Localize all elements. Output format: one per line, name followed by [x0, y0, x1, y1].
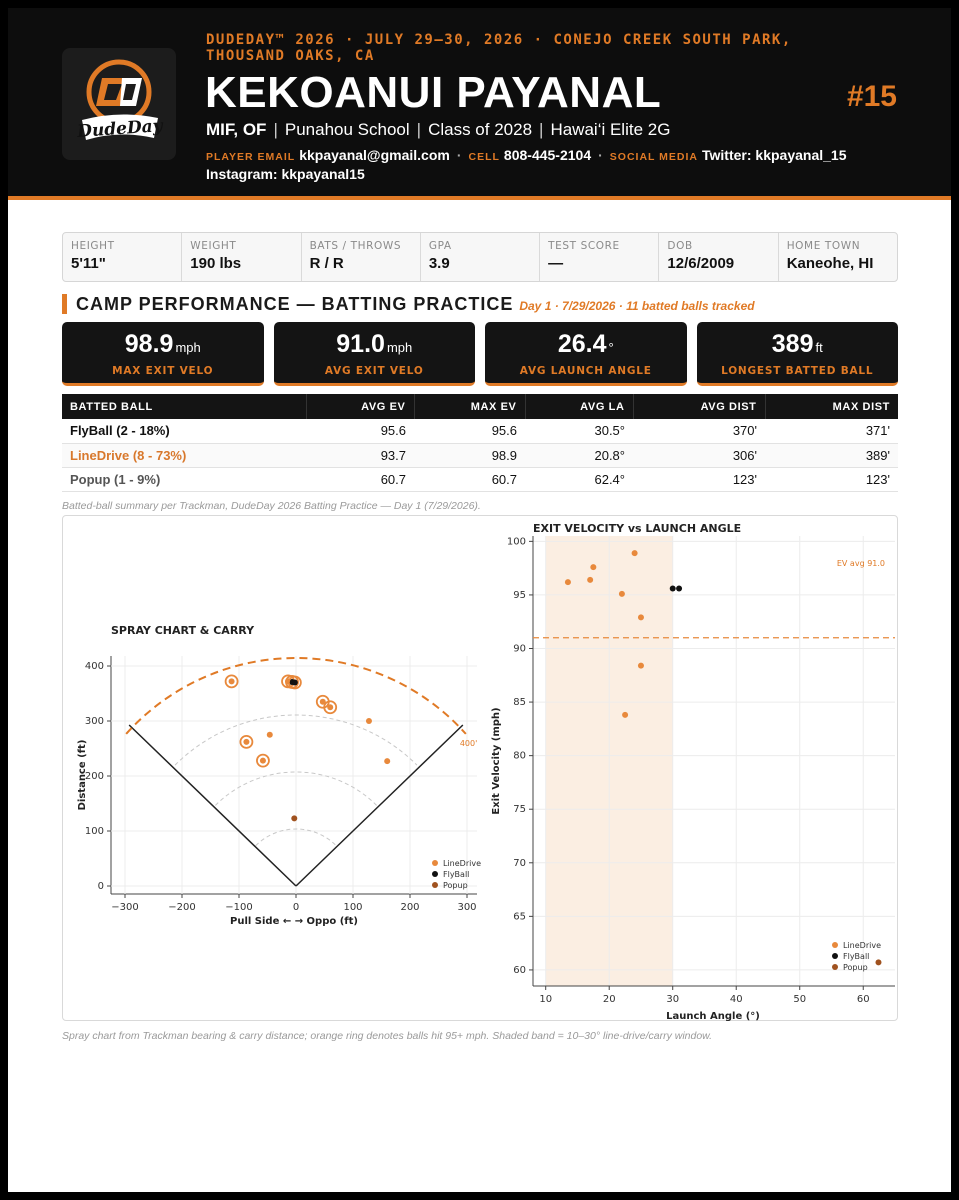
ev-la-point-linedrive: [632, 550, 638, 556]
legend-marker: [832, 964, 838, 970]
info-test-score: TEST SCORE —: [540, 233, 659, 281]
y-tick-label: 75: [513, 804, 526, 816]
table-row: FlyBall (2 - 18%) 95.6 95.6 30.5° 370' 371': [62, 419, 898, 443]
spray-point-linedrive: [267, 732, 273, 738]
y-tick-label: 80: [513, 750, 526, 762]
kpi-row: [62, 322, 898, 386]
section-header: [62, 294, 755, 314]
y-tick-label: 300: [84, 716, 104, 727]
table-note: Batted-ball summary per Trackman, DudeDay 2026 Batting Practice — Day 1 (7/29/2026).: [62, 500, 481, 512]
cell-label: CELL: [468, 151, 500, 163]
ev-la-chart: [483, 516, 899, 1022]
spray-point-popup: [291, 815, 297, 821]
jersey-number: #15: [846, 80, 897, 113]
y-tick-label: 85: [513, 697, 526, 709]
y-tick-label: 0: [97, 881, 104, 892]
table-header-row: [62, 394, 898, 419]
y-tick-label: 90: [513, 643, 526, 655]
y-tick-label: 200: [84, 771, 104, 782]
social-label: SOCIAL MEDIA: [609, 151, 699, 163]
ev-la-point-linedrive: [638, 663, 644, 669]
y-tick-label: 100: [84, 826, 104, 837]
ev-la-point-flyball: [676, 586, 682, 592]
ev-la-point-popup: [875, 959, 881, 965]
section-subtitle: Day 1 · 7/29/2026 · 11 batted balls tracked: [519, 299, 755, 313]
x-tick-label: 200: [400, 902, 420, 913]
x-tick-label: 300: [457, 902, 477, 913]
info-home-town: HOME TOWN Kaneohe, HI: [786, 240, 874, 272]
info-dob: DOB 12/6/2009: [659, 233, 778, 281]
header-banner: [8, 8, 951, 200]
x-tick-label: 0: [292, 902, 300, 913]
legend-label: Popup: [843, 963, 868, 972]
ev-la-point-linedrive: [590, 564, 596, 570]
ev-la-point-linedrive: [622, 712, 628, 718]
x-tick-label: 40: [729, 994, 743, 1005]
x-tick-label: 60: [856, 994, 870, 1005]
legend-label: Popup: [443, 881, 468, 890]
player-subline: MIF, OF | Punahou School | Class of 2028 | Hawai‘i Elite 2G: [206, 120, 671, 139]
legend-marker: [432, 882, 438, 888]
ev-average-label: EV avg 91.0: [836, 559, 885, 568]
y-axis-label: Exit Velocity (mph): [491, 707, 502, 815]
kpi-max-exit-velo: 98.9 mph MAX EXIT VELO: [62, 322, 264, 386]
y-tick-label: 70: [513, 857, 526, 869]
info-gpa: GPA 3.9: [421, 233, 540, 281]
info-height: HEIGHT 5'11": [63, 233, 182, 281]
info-bats-throws: BATS / THROWS R / R: [302, 233, 421, 281]
event-line: DUDEDAY™ 2026 · JULY 29–30, 2026 · CONEJO CREEK SOUTH PARK, THOUSAND OAKS, CA: [206, 32, 792, 64]
ev-la-point-linedrive: [619, 591, 625, 597]
col-avg-dist: AVG DIST: [633, 394, 765, 419]
player-team: Hawai‘i Elite 2G: [550, 120, 671, 139]
profile-page: [8, 8, 951, 1192]
spray-point-linedrive: [260, 758, 266, 764]
legend-marker: [432, 871, 438, 877]
legend-label: LineDrive: [843, 941, 881, 950]
email-label: PLAYER EMAIL: [206, 151, 296, 163]
ev-la-point-linedrive: [638, 614, 644, 620]
instagram-value[interactable]: Instagram: kkpayanal15: [206, 166, 365, 182]
legend-marker: [832, 942, 838, 948]
col-max-ev: MAX EV: [414, 394, 525, 419]
svg-text:DudeDay: DudeDay: [76, 116, 164, 142]
x-tick-label: 20: [602, 994, 616, 1005]
y-tick-label: 100: [506, 536, 526, 548]
cell-value[interactable]: 808-445-2104: [503, 147, 592, 163]
kpi-avg-launch-angle: 26.4 ° AVG LAUNCH ANGLE: [485, 322, 687, 386]
y-tick-label: 60: [513, 964, 526, 976]
contact-line: PLAYER EMAIL kkpayanal@gmail.com · CELL 808-445-2104 · SOCIAL MEDIA Twitter: kkpayanal_15 Instagram: kkpayanal15: [206, 147, 847, 182]
x-tick-label: −200: [168, 902, 196, 913]
spray-chart: [63, 516, 483, 1022]
table-row: LineDrive (8 - 73%) 93.7 98.9 20.8° 306' 389': [62, 443, 898, 467]
x-tick-label: −100: [225, 902, 253, 913]
ev-la-point-linedrive: [565, 579, 571, 585]
col-max-dist: MAX DIST: [765, 394, 898, 419]
plots-note: Spray chart from Trackman bearing & carry distance; orange ring denotes balls hit 95+ mph. Shaded band = 10–30° line-drive/carry window.: [62, 1030, 713, 1042]
kpi-avg-exit-velo: 91.0 mph AVG EXIT VELO: [274, 322, 476, 386]
plots-panel: [62, 515, 898, 1021]
player-name: KEKOANUI PAYANAL: [205, 68, 662, 117]
y-tick-label: 400: [84, 661, 104, 672]
spray-point-linedrive: [384, 758, 390, 764]
spray-point-linedrive: [327, 704, 333, 710]
dudeday-logo: [62, 48, 176, 160]
x-tick-label: 50: [793, 994, 807, 1005]
x-axis-label: Pull Side ← → Oppo (ft): [230, 916, 358, 927]
col-batted-ball: BATTED BALL: [62, 394, 306, 419]
col-avg-ev: AVG EV: [306, 394, 414, 419]
player-position: MIF, OF: [206, 120, 267, 139]
legend-marker: [832, 953, 838, 959]
x-axis-label: Launch Angle (°): [666, 1011, 760, 1022]
x-tick-label: −300: [111, 902, 139, 913]
spray-point-flyball: [292, 680, 298, 686]
y-tick-label: 95: [513, 589, 526, 601]
spray-point-linedrive: [366, 718, 372, 724]
legend-label: LineDrive: [443, 859, 481, 868]
info-weight: WEIGHT 190 lbs: [182, 233, 301, 281]
x-tick-label: 30: [666, 994, 680, 1005]
fence-label: 400': [459, 738, 478, 748]
y-tick-label: 65: [513, 911, 526, 923]
col-avg-la: AVG LA: [525, 394, 633, 419]
ev-la-chart-title: EXIT VELOCITY vs LAUNCH ANGLE: [533, 522, 742, 535]
batted-ball-table: [62, 394, 898, 492]
x-tick-label: 100: [343, 902, 363, 913]
section-title: CAMP PERFORMANCE — BATTING PRACTICE: [76, 294, 514, 314]
right-foul-line: [296, 725, 463, 886]
y-axis-label: Distance (ft): [77, 739, 88, 811]
legend-marker: [432, 860, 438, 866]
kpi-longest-batted-ball: 389 ft LONGEST BATTED BALL: [697, 322, 899, 386]
spray-point-linedrive: [243, 739, 249, 745]
player-info-bar: [62, 232, 898, 282]
player-class: Class of 2028: [428, 120, 533, 139]
legend-label: FlyBall: [843, 952, 870, 961]
email-value[interactable]: kkpayanal@gmail.com: [299, 147, 450, 163]
x-tick-label: 10: [539, 994, 553, 1005]
spray-chart-title: SPRAY CHART & CARRY: [111, 624, 255, 637]
left-foul-line: [129, 725, 296, 886]
dudeday-logo-icon: [62, 48, 176, 160]
ev-la-point-linedrive: [587, 577, 593, 583]
player-school: Punahou School: [284, 120, 410, 139]
ev-la-point-flyball: [670, 586, 676, 592]
legend-label: FlyBall: [443, 870, 470, 879]
twitter-value[interactable]: Twitter: kkpayanal_15: [702, 147, 847, 163]
spray-point-linedrive: [229, 678, 235, 684]
table-row: Popup (1 - 9%) 60.7 60.7 62.4° 123' 123': [62, 467, 898, 491]
